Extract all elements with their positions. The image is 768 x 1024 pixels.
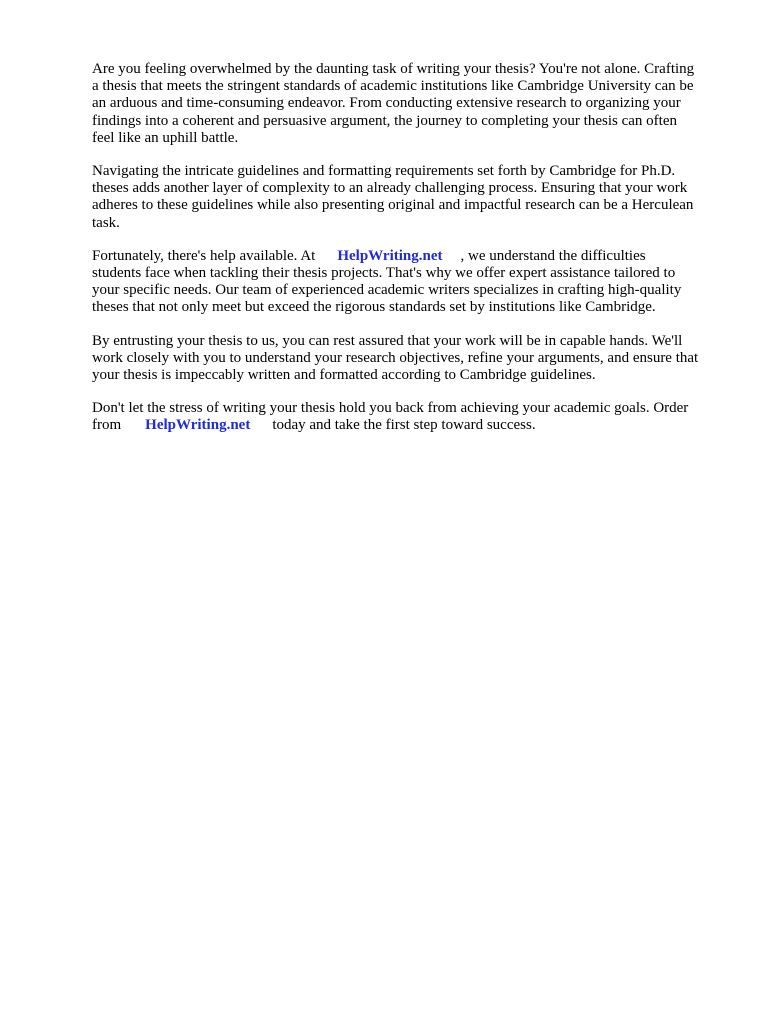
- paragraph-text: today and take the first step toward success.: [272, 417, 536, 434]
- paragraph-2: [92, 163, 732, 232]
- paragraph-line: feel like an uphill battle.: [92, 129, 239, 146]
- paragraph-5: [92, 400, 732, 434]
- paragraph-1: [92, 61, 732, 147]
- paragraph-3: [92, 248, 732, 317]
- paragraph-line: an arduous and time-consuming endeavor. From conducting extensive research to organizing your: [92, 95, 681, 112]
- paragraph-line: theses that not only meet but exceed the rigorous standards set by institutions like Cambridge.: [92, 299, 656, 316]
- paragraph-line: a thesis that meets the stringent standards of academic institutions like Cambridge University can be: [92, 78, 694, 95]
- paragraph-line: findings into a coherent and persuasive argument, the journey to completing your thesis can often: [92, 112, 677, 129]
- paragraph-4: [92, 333, 732, 385]
- paragraph-line: Don't let the stress of writing your thesis hold you back from achieving your academic goals. Order: [92, 400, 689, 417]
- paragraph-text: , we understand the difficulties: [460, 247, 646, 264]
- paragraph-line: [92, 417, 732, 434]
- paragraph-line: your specific needs. Our team of experienced academic writers specializes in crafting high-quality: [92, 282, 682, 299]
- paragraph-line: task.: [92, 214, 120, 231]
- paragraph-line: adheres to these guidelines while also presenting original and impactful research can be a Herculean: [92, 197, 694, 214]
- paragraph-line: By entrusting your thesis to us, you can rest assured that your work will be in capable hands. We'll: [92, 332, 683, 349]
- paragraph-line: work closely with you to understand your research objectives, refine your arguments, and ensure that: [92, 349, 699, 366]
- paragraph-text: from: [92, 417, 122, 434]
- paragraph-line: theses adds another layer of complexity to an already challenging process. Ensuring that your work: [92, 180, 688, 197]
- paragraph-line: Navigating the intricate guidelines and formatting requirements set forth by Cambridge for Ph.D.: [92, 163, 676, 180]
- paragraph-line: [92, 248, 732, 265]
- helpwriting-link[interactable]: HelpWriting.net: [337, 247, 443, 264]
- helpwriting-link[interactable]: HelpWriting.net: [145, 417, 251, 434]
- paragraph-line: Are you feeling overwhelmed by the daunting task of writing your thesis? You're not alone. Crafting: [92, 61, 695, 77]
- paragraph-text: Fortunately, there's help available. At: [92, 247, 316, 264]
- paragraph-line: your thesis is impeccably written and formatted according to Cambridge guidelines.: [92, 367, 596, 384]
- document-body: [92, 61, 732, 451]
- paragraph-line: students face when tackling their thesis projects. That's why we offer expert assistance tailored to: [92, 265, 676, 282]
